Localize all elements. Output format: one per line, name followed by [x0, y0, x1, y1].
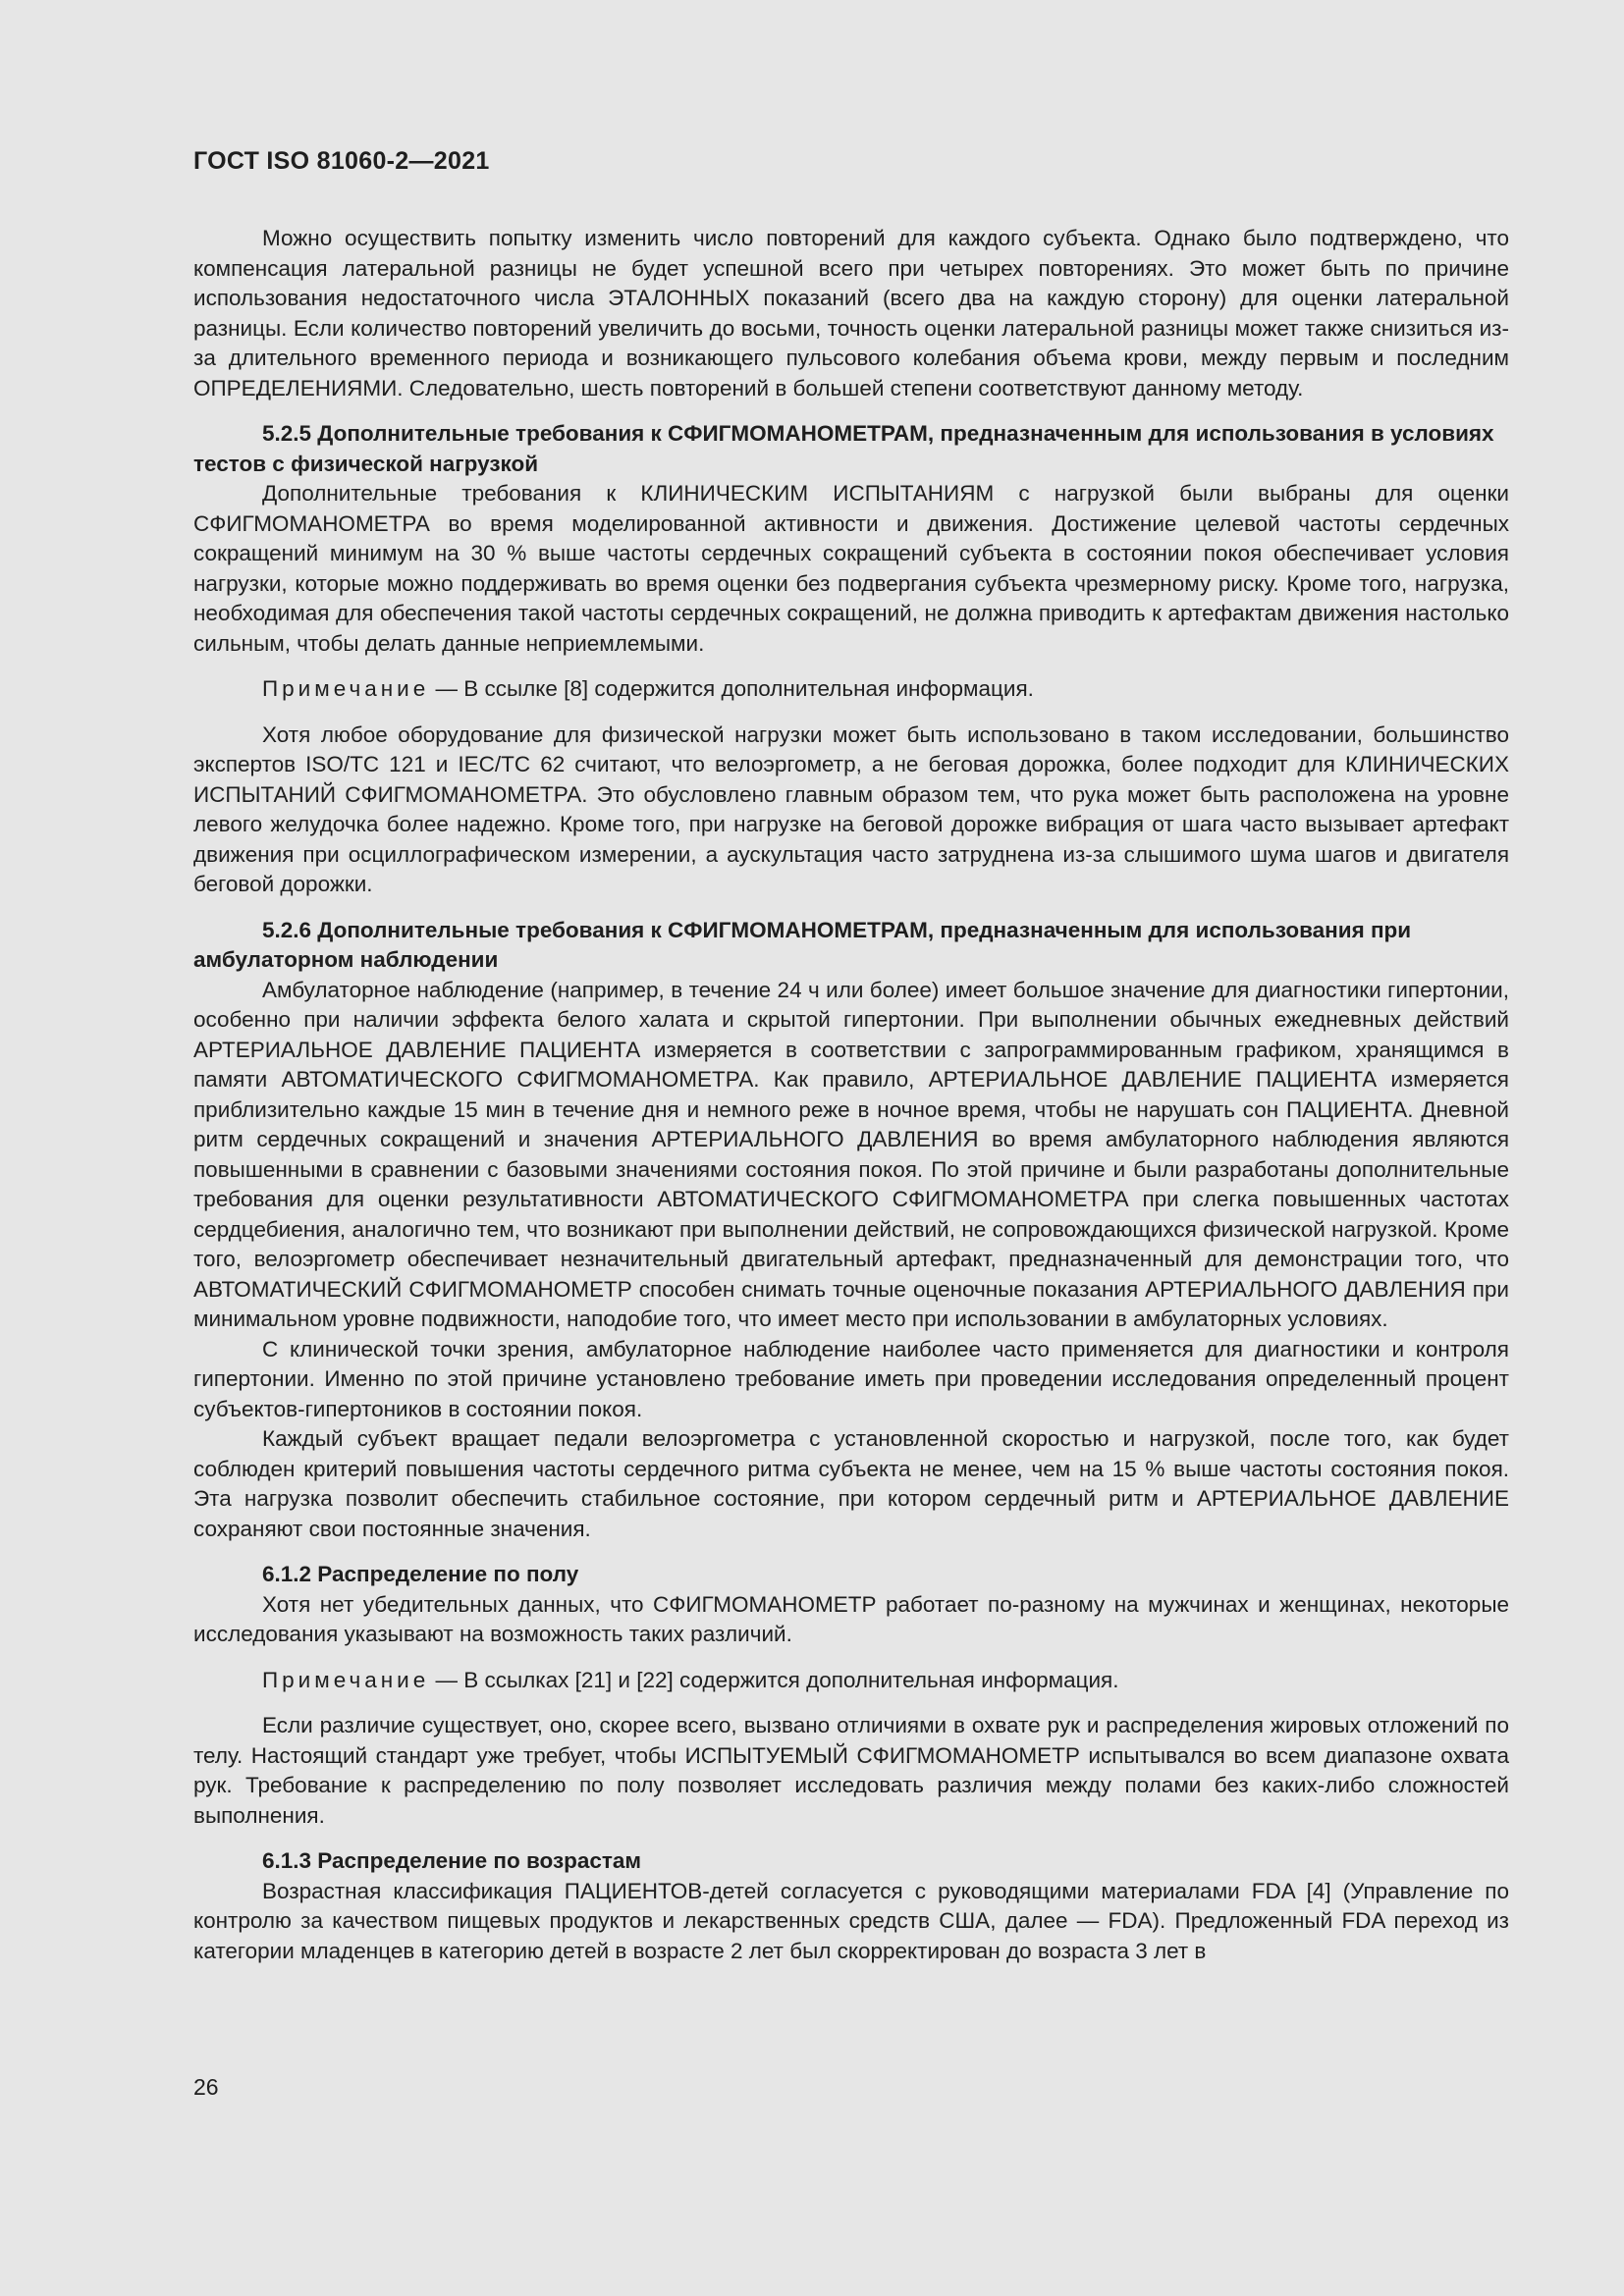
note	[193, 674, 1509, 705]
note-label: Примечание	[262, 1667, 430, 1692]
note-text: — В ссылке [8] содержится дополнительная информация.	[429, 676, 1034, 701]
note-text: — В ссылках [21] и [22] содержится дополнительная информация.	[429, 1667, 1119, 1692]
paragraph: Можно осуществить попытку изменить число повторений для каждого субъекта. Однако было подтверждено, что компенсация латеральной разницы не будет успешной всего при четырех повторениях. Это может быть по причине использования недостаточного числа ЭТАЛОННЫХ показаний (всего два на каждую сторону) для оценки латеральной разницы. Если количество повторений увеличить до восьми, точность оценки латеральной разницы может также снизиться из-за длительного временного периода и возникающего пульсового колебания объема крови, между первым и последним ОПРЕДЕЛЕНИЯМИ. Следовательно, шесть повторений в большей степени соответствуют данному методу.	[193, 226, 1509, 400]
paragraph: Каждый субъект вращает педали велоэргометра с установленной скоростью и нагрузкой, после того, как будет соблюден критерий повышения частоты сердечного ритма субъекта не менее, чем на 15 % выше частоты состояния покоя. Эта нагрузка позволит обеспечить стабильное состояние, при котором сердечный ритм и АРТЕРИАЛЬНОЕ ДАВЛЕНИЕ сохраняют свои постоянные значения.	[193, 1426, 1509, 1541]
document-body	[193, 224, 1509, 1966]
section-heading-6-1-3: 6.1.3 Распределение по возрастам	[262, 1848, 642, 1873]
paragraph: Если различие существует, оно, скорее всего, вызвано отличиями в охвате рук и распределения жировых отложений по телу. Настоящий стандарт уже требует, чтобы ИСПЫТУЕМЫЙ СФИГМОМАНОМЕТР испытывался во всем диапазоне охвата рук. Требование к распределению по полу позволяет исследовать различия между полами без каких-либо сложностей выполнения.	[193, 1713, 1509, 1828]
section-heading-5-2-6: 5.2.6 Дополнительные требования к СФИГМОМАНОМЕТРАМ, предназначенным для использования при амбулаторном наблюдении	[193, 917, 1412, 972]
page-number: 26	[193, 2074, 219, 2100]
paragraph: С клинической точки зрения, амбулаторное наблюдение наиболее часто применяется для диагностики и контроля гипертонии. Именно по этой причине установлено требование иметь при проведении исследования определенный процент субъектов-гипертоников в состоянии покоя.	[193, 1336, 1509, 1421]
paragraph: Дополнительные требования к КЛИНИЧЕСКИМ ИСПЫТАНИЯМ с нагрузкой были выбраны для оценки СФИГМОМАНОМЕТРА во время моделированной активности и движения. Достижение целевой частоты сердечных сокращений минимум на 30 % выше частоты сердечных сокращений субъекта в состоянии покоя обеспечивает условия нагрузки, которые можно поддерживать во время оценки без подвергания субъекта чрезмерному риску. Кроме того, нагрузка, необходимая для обеспечения такой частоты сердечных сокращений, не должна приводить к артефактам движения настолько сильным, чтобы делать данные неприемлемыми.	[193, 481, 1509, 656]
paragraph: Возрастная классификация ПАЦИЕНТОВ-детей согласуется с руководящими материалами FDA [4] (Управление по контролю за качеством пищевых продуктов и лекарственных средств США, далее — FDA). Предложенный FDA переход из категории младенцев в категорию детей в возрасте 2 лет был скорректирован до возраста 3 лет в	[193, 1878, 1509, 1963]
document-header: ГОСТ ISO 81060-2—2021	[193, 147, 490, 175]
paragraph: Хотя нет убедительных данных, что СФИГМОМАНОМЕТР работает по-разному на мужчинах и женщинах, некоторые исследования указывают на возможность таких различий.	[193, 1591, 1509, 1646]
section-heading-5-2-5: 5.2.5 Дополнительные требования к СФИГМОМАНОМЕТРАМ, предназначенным для использования в условиях тестов с физической нагрузкой	[193, 421, 1494, 476]
note-label: Примечание	[262, 676, 430, 701]
note	[193, 1666, 1509, 1696]
section-heading-6-1-2: 6.1.2 Распределение по полу	[262, 1562, 579, 1586]
paragraph: Хотя любое оборудование для физической нагрузки может быть использовано в таком исследовании, большинство экспертов ISO/TC 121 и IEC/TC 62 считают, что велоэргометр, а не беговая дорожка, более подходит для КЛИНИЧЕСКИХ ИСПЫТАНИЙ СФИГМОМАНОМЕТРА. Это обусловлено главным образом тем, что рука может быть расположена на уровне левого желудочка более надежно. Кроме того, при нагрузке на беговой дорожке вибрация от шага часто вызывает артефакт движения при осциллографическом измерении, а аускультация часто затруднена из-за слышимого шума шагов и двигателя беговой дорожки.	[193, 721, 1509, 896]
paragraph: Амбулаторное наблюдение (например, в течение 24 ч или более) имеет большое значение для диагностики гипертонии, особенно при наличии эффекта белого халата и скрытой гипертонии. При выполнении обычных ежедневных действий АРТЕРИАЛЬНОЕ ДАВЛЕНИЕ ПАЦИЕНТА измеряется в соответствии с запрограммированным графиком, хранящимся в памяти АВТОМАТИЧЕСКОГО СФИГМОМАНОМЕТРА. Как правило, АРТЕРИАЛЬНОЕ ДАВЛЕНИЕ ПАЦИЕНТА измеряется приблизительно каждые 15 мин в течение дня и немного реже в ночное время, чтобы не нарушать сон ПАЦИЕНТА. Дневной ритм сердечных сокращений и значения АРТЕРИАЛЬНОГО ДАВЛЕНИЯ во время амбулаторного наблюдения являются повышенными в сравнении с базовыми значениями состояния покоя. По этой причине и были разработаны дополнительные требования для оценки результативности АВТОМАТИЧЕСКОГО СФИГМОМАНОМЕТРА при слегка повышенных частотах сердцебиения, аналогично тем, что возникают при выполнении действий, не сопровождающихся физической нагрузкой. Кроме того, велоэргометр обеспечивает незначительный двигательный артефакт, предназначенный для демонстрации того, что АВТОМАТИЧЕСКИЙ СФИГМОМАНОМЕТР способен снимать точные оценочные показания АРТЕРИАЛЬНОГО ДАВЛЕНИЯ при минимальном уровне подвижности, наподобие того, что имеет место при использовании в амбулаторных условиях.	[193, 977, 1509, 1331]
